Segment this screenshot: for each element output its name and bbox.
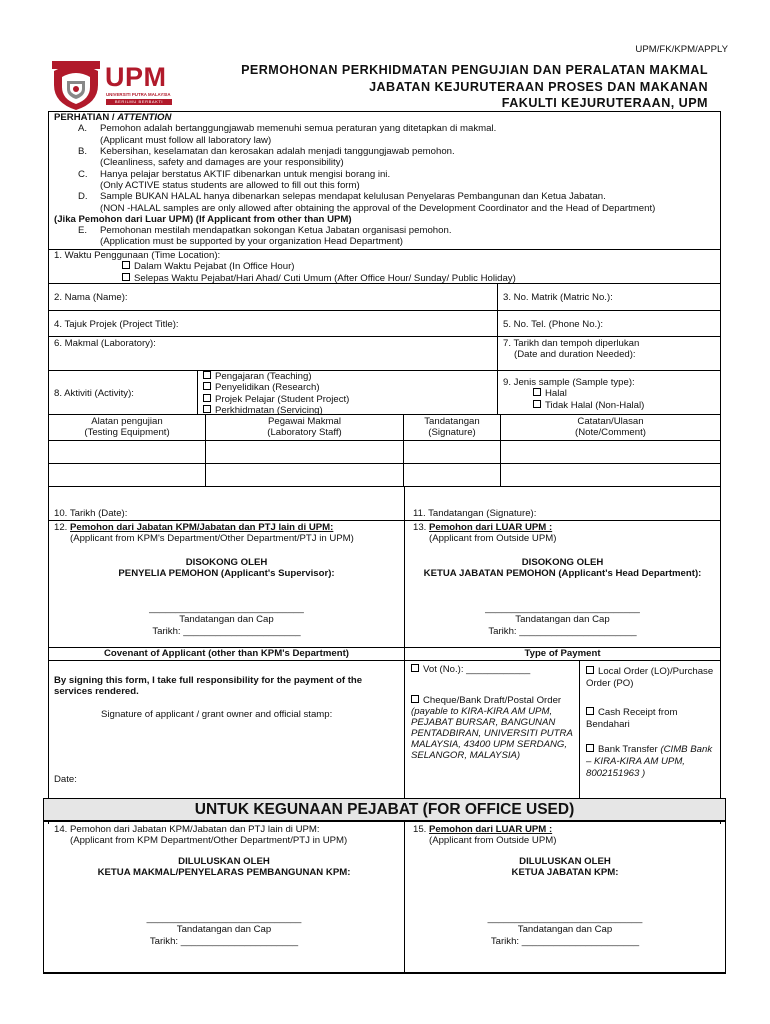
checkbox-icon[interactable]: [586, 707, 594, 715]
section-subtitle: (Applicant from Outside UPM): [429, 835, 557, 847]
payment-option-label: Bank Transfer: [598, 744, 658, 756]
sample-option-non-halal[interactable]: [503, 400, 644, 411]
office-external-approved-by: [405, 856, 725, 879]
col-header-ms: Pegawai Makmal: [267, 416, 342, 427]
project-title-field[interactable]: 4. Tajuk Projek (Project Title):: [54, 319, 179, 330]
signature-date-line: Tarikh: ______________________: [152, 625, 301, 637]
signature-date-line: Tarikh: ______________________: [149, 935, 299, 947]
office-internal-approved-by: [44, 856, 404, 879]
office-external-title: [413, 824, 718, 835]
item-text-en: (Applicant must follow all laboratory law): [100, 134, 272, 146]
date-needed-field[interactable]: [503, 338, 639, 361]
payment-option-label: Local Order (LO)/Purchase Order (PO): [586, 666, 714, 689]
checkbox-icon[interactable]: [411, 664, 419, 672]
form-title: [168, 62, 708, 112]
signature-stamp-label: Tandatangan dan Cap: [515, 614, 610, 626]
upm-logo-word: UPM: [105, 62, 167, 92]
office-internal-section: [54, 824, 402, 847]
section-title: Pemohon dari LUAR UPM :: [429, 522, 553, 533]
item-text-ms: Hanya pelajar berstatus AKTIF dibenarkan untuk mengisi borang ini.: [100, 168, 391, 180]
upm-logo-motto-bar: [106, 99, 172, 105]
signature-date-line: Tarikh: ______________________: [490, 935, 640, 947]
item-text-en: (Application must be supported by your organization Head Department): [100, 236, 403, 248]
checkbox-icon[interactable]: [203, 394, 211, 402]
supported-by-label: DISOKONG OLEH: [521, 557, 604, 568]
time-option-after-hours[interactable]: [54, 273, 714, 284]
equipment-col-header: [49, 416, 205, 439]
head-department-label: KETUA JABATAN PEMOHON (Applicant's Head Department):: [423, 568, 702, 580]
attention-item-c: [54, 169, 719, 192]
checkbox-icon[interactable]: [203, 382, 211, 390]
item-letter: C.: [78, 168, 88, 180]
time-location-label: 1. Waktu Penggunaan (Time Location):: [54, 250, 221, 261]
signature-line: _____________________________: [487, 913, 643, 924]
signature-stamp-label: Tandatangan dan Cap: [517, 924, 613, 936]
title-line-3: FAKULTI KEJURUTERAAN, UPM: [501, 96, 708, 110]
activity-option-label: Pengajaran (Teaching): [215, 371, 312, 382]
activity-label: 8. Aktiviti (Activity):: [54, 388, 134, 399]
payment-left-column: [411, 664, 576, 761]
attention-heading-ms: PERHATIAN /: [54, 112, 118, 123]
col-header-en: (Testing Equipment): [84, 427, 170, 439]
activity-option-label: Perkhidmatan (Servicing): [215, 404, 323, 416]
attention-heading-en: ATTENTION: [117, 112, 172, 123]
section-title: Pemohon dari LUAR UPM :: [429, 824, 553, 835]
payment-option-label: Cheque/Bank Draft/Postal Order: [423, 695, 562, 706]
attention-item-a: [54, 123, 719, 146]
activity-option-research[interactable]: [203, 382, 349, 393]
item-letter: D.: [78, 191, 88, 203]
activity-option-teaching[interactable]: [203, 371, 349, 382]
time-option-label: Dalam Waktu Pejabat (In Office Hour): [134, 261, 295, 273]
date-needed-label-en: (Date and duration Needed):: [514, 349, 636, 361]
col-header-en: (Signature): [428, 427, 476, 439]
col-header-ms: Tandatangan: [424, 416, 480, 427]
title-line-2: JABATAN KEJURUTERAAN PROSES DAN MAKANAN: [369, 79, 708, 94]
office-use-heading: UNTUK KEGUNAAN PEJABAT (FOR OFFICE USED): [44, 799, 725, 820]
upm-logo-university: UNIVERSITI PUTRA MALAYSIA: [106, 92, 171, 97]
section-subtitle: (Applicant from Outside UPM): [429, 533, 557, 545]
item-text-en: (Only ACTIVE status students are allowed to fill out this form): [100, 179, 360, 191]
cheque-payable-note: (payable to KIRA-KIRA AM UPM, PEJABAT BURSAR, BANGUNAN PENTADBIRAN, UNIVERSITI PUTRA MALAYSIA, 43400 UPM SERDANG, SELANGOR, MALAYSIA): [411, 706, 573, 761]
activity-option-student-project[interactable]: [203, 394, 349, 405]
col-header-en: (Laboratory Staff): [267, 427, 342, 439]
checkbox-icon[interactable]: [411, 695, 419, 703]
checkbox-icon[interactable]: [122, 261, 130, 269]
covenant-text: By signing this form, I take full responsibility for the payment of the services rendered.: [54, 675, 363, 698]
section-subtitle: (Applicant from KPM's Department/Other Department/PTJ in UPM): [70, 533, 354, 545]
approved-by-label: DILULUSKAN OLEH: [519, 856, 611, 867]
section-title: 14. Pemohon dari Jabatan KPM/Jabatan dan PTJ lain di UPM:: [54, 824, 320, 835]
internal-support-title: [54, 522, 402, 533]
supported-by-label: DISOKONG OLEH: [185, 557, 268, 568]
covenant-heading: Covenant of Applicant (other than KPM's Department): [104, 648, 349, 659]
signature-line: _____________________________: [149, 603, 304, 614]
activity-options: [203, 371, 349, 416]
checkbox-icon[interactable]: [122, 273, 130, 281]
payment-option-cheque[interactable]: [411, 695, 576, 706]
activity-option-label: Projek Pelajar (Student Project): [215, 393, 350, 405]
col-header-ms: Catatan/Ulasan: [577, 416, 644, 427]
covenant-date-label[interactable]: Date:: [54, 774, 77, 785]
item-letter: B.: [78, 145, 88, 157]
item-text-ms: Kebersihan, keselamatan dan kerosakan adalah menjadi tanggungjawab pemohon.: [100, 145, 455, 157]
signature-stamp-label: Tandatangan dan Cap: [176, 924, 272, 936]
external-supported-by: [405, 557, 720, 580]
item-text-en: (Cleanliness, safety and damages are your responsibility): [100, 157, 344, 169]
date-needed-label: 7. Tarikh dan tempoh diperlukan: [503, 338, 640, 349]
sample-option-halal[interactable]: [503, 388, 644, 399]
upm-logo: [52, 61, 174, 111]
attention-item-b: [54, 146, 719, 169]
name-field[interactable]: 2. Nama (Name):: [54, 292, 128, 303]
signature-line: _____________________________: [485, 603, 640, 614]
checkbox-icon[interactable]: [586, 744, 594, 752]
department-head-label: KETUA JABATAN KPM:: [511, 867, 619, 879]
time-location-field: [54, 250, 714, 284]
sample-type-label: 9. Jenis sample (Sample type):: [503, 377, 635, 388]
external-support-section: [413, 522, 718, 545]
payment-option-cash[interactable]: [586, 707, 714, 730]
signature-col-header: [404, 416, 500, 439]
col-header-ms: Alatan pengujian: [91, 416, 163, 427]
sample-option-label: Halal: [545, 388, 567, 400]
item-text-en: (NON -HALAL samples are only allowed after obtaining the approval of the Development Coordinator and the Head of Department): [100, 202, 656, 214]
laboratory-field[interactable]: 6. Makmal (Laboratory):: [54, 338, 156, 349]
checkbox-icon[interactable]: [203, 405, 211, 413]
payment-heading: Type of Payment: [524, 648, 601, 659]
col-header-en: (Note/Comment): [575, 427, 646, 439]
upm-logo-motto: BERILMU BERBAKTI: [114, 99, 164, 104]
checkbox-icon[interactable]: [203, 371, 211, 379]
section-number: 13.: [413, 522, 430, 533]
payment-option-vot[interactable]: [411, 664, 576, 675]
internal-signature-block[interactable]: [49, 603, 404, 637]
time-option-office[interactable]: [54, 261, 714, 272]
checkbox-icon[interactable]: [586, 666, 594, 674]
section-subtitle: (Applicant from KPM Department/Other Department/PTJ in UPM): [70, 835, 348, 847]
checkbox-icon[interactable]: [533, 400, 541, 408]
attention-heading: [54, 112, 719, 123]
office-external-signature-block[interactable]: [405, 913, 725, 947]
sample-type-field: [503, 377, 644, 411]
activity-option-label: Penyelidikan (Research): [215, 382, 320, 394]
item-text-ms: Sample BUKAN HALAL hanya dibenarkan selepas mendapat kelulusan Penyelaras Pembangunan dan Ketua Jabatan.: [100, 191, 606, 203]
phone-field[interactable]: 5. No. Tel. (Phone No.):: [503, 319, 604, 330]
staff-col-header: [206, 416, 403, 439]
comment-col-header: [501, 416, 720, 439]
lab-head-label: KETUA MAKMAL/PENYELARAS PEMBANGUNAN KPM:: [97, 867, 351, 879]
internal-support-section: [54, 522, 402, 545]
matric-field[interactable]: 3. No. Matrik (Matric No.):: [503, 292, 613, 303]
upm-crest-icon: [52, 61, 100, 111]
applicant-signature-field[interactable]: 11. Tandatangan (Signature):: [413, 508, 537, 519]
covenant-signature-label[interactable]: Signature of applicant / grant owner and official stamp:: [101, 709, 333, 720]
sample-option-label: Tidak Halal (Non-Halal): [545, 399, 645, 411]
approved-by-label: DILULUSKAN OLEH: [178, 856, 270, 867]
attention-section: [54, 112, 719, 248]
payment-option-label: Cash Receipt from Bendahari: [586, 707, 678, 730]
payment-right-column: [586, 666, 714, 779]
internal-supported-by: [49, 557, 404, 580]
payment-option-bank-transfer[interactable]: [586, 744, 714, 779]
item-text-ms: Pemohonan mestilah mendapatkan sokongan Ketua Jabatan organisasi pemohon.: [100, 225, 452, 237]
supervisor-label: PENYELIA PEMOHON (Applicant's Supervisor):: [118, 568, 335, 580]
item-letter: E.: [78, 225, 88, 237]
activity-option-servicing[interactable]: [203, 405, 349, 416]
section-number: 12.: [54, 522, 71, 533]
title-line-1: PERMOHONAN PERKHIDMATAN PENGUJIAN DAN PERALATAN MAKMAL: [241, 63, 708, 77]
form-code: UPM/FK/KPM/APPLY: [635, 44, 728, 55]
office-internal-signature-block[interactable]: [44, 913, 404, 947]
external-applicant-heading: (Jika Pemohon dari Luar UPM) (If Applicant from other than UPM): [54, 213, 352, 225]
checkbox-icon[interactable]: [533, 388, 541, 396]
item-text-ms: Pemohon adalah bertanggungjawab memenuhi semua peraturan yang ditetapkan di makmal.: [100, 123, 497, 135]
attention-item-e: [54, 225, 719, 248]
external-support-title: [413, 522, 718, 533]
signature-line: _____________________________: [146, 913, 302, 924]
payment-option-local-order[interactable]: [586, 666, 714, 689]
item-letter: A.: [78, 123, 88, 135]
attention-item-d: [54, 191, 719, 214]
external-signature-block[interactable]: [405, 603, 720, 637]
section-number: 15.: [413, 824, 430, 835]
office-external-section: [413, 824, 718, 847]
date-field[interactable]: 10. Tarikh (Date):: [54, 508, 128, 519]
signature-date-line: Tarikh: ______________________: [488, 625, 637, 637]
section-title: Pemohon dari Jabatan KPM/Jabatan dan PTJ lain di UPM:: [70, 522, 334, 533]
time-option-label: Selepas Waktu Pejabat/Hari Ahad/ Cuti Umum (After Office Hour/ Sunday/ Public Holiday): [134, 272, 516, 284]
bank-transfer-note: (CIMB Bank – KIRA-KIRA AM UPM, 8002151963 ): [586, 744, 713, 779]
signature-stamp-label: Tandatangan dan Cap: [179, 614, 274, 626]
payment-option-label: Vot (No.): ____________: [423, 664, 531, 675]
